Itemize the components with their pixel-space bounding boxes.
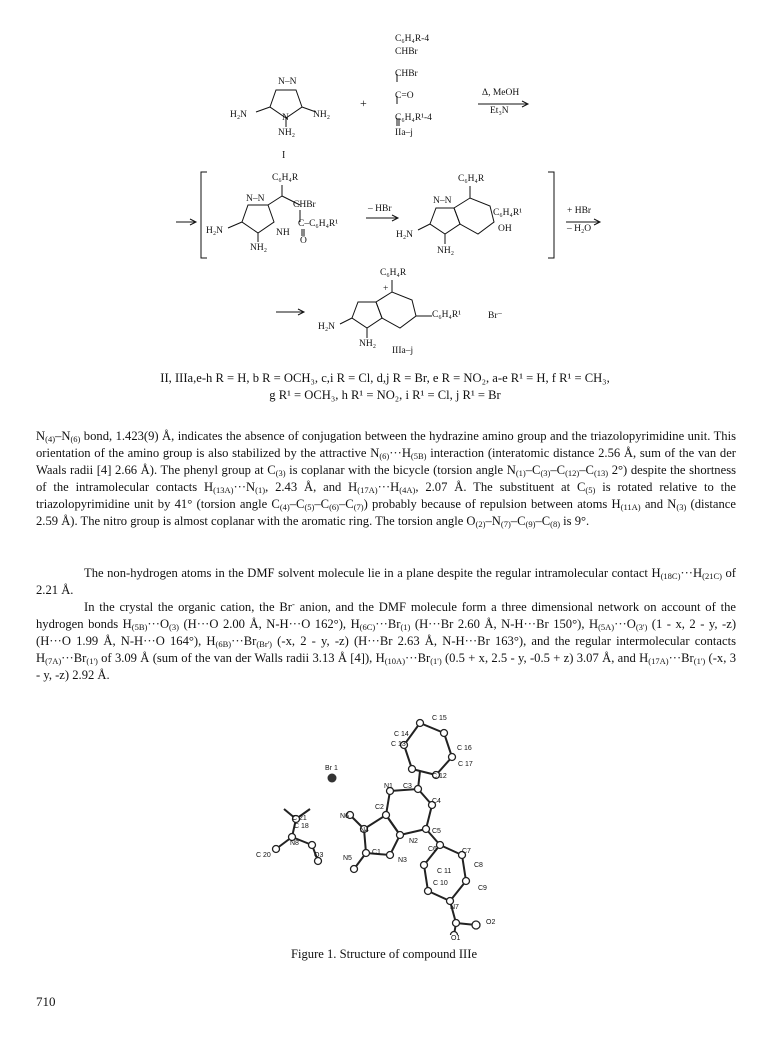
atom-label: N1 xyxy=(384,783,393,790)
cmpd1-label: I xyxy=(282,150,286,161)
atom-label: O1 xyxy=(451,935,461,942)
atom-label: O2 xyxy=(486,919,496,926)
reagent-label: IIa–j xyxy=(395,128,413,138)
atom-label: C8 xyxy=(474,862,483,869)
figure-caption: Figure 1. Structure of compound IIIe xyxy=(290,947,478,961)
atom-label: N6 xyxy=(340,813,349,820)
int1-h2n: H₂N xyxy=(206,226,224,236)
scheme-legend-line-1: II, IIIa,e-h R = H, b R = OCH₃, c,i R = Cl, d,j R = Br, e R = NO₂, a-e R¹ = H, f R¹ = CH₃, xyxy=(160,371,610,385)
atom-label: C 12 xyxy=(432,773,447,780)
atom-label: C 11 xyxy=(437,868,452,875)
atom-label: C3 xyxy=(403,783,412,790)
condition-base: Et₃N xyxy=(490,106,509,116)
int2-nn: N–N xyxy=(433,196,452,206)
prod-bromide: Br⁻ xyxy=(488,311,503,321)
cmpd1-n: N xyxy=(282,113,289,123)
atom-label: N4 xyxy=(360,827,369,834)
minus-hbr: – HBr xyxy=(368,204,392,214)
minus-h2o: – H₂O xyxy=(567,224,592,234)
reagent-aryl: C₆H₄R-4 xyxy=(395,34,430,44)
atom-label: C4 xyxy=(432,798,441,805)
atom-label: N7 xyxy=(450,904,459,911)
atom-label: C 15 xyxy=(432,715,447,722)
cmpd1-nh2-bottom: NH₂ xyxy=(278,128,296,138)
atom-label: N3 xyxy=(398,857,407,864)
atom-label: C6 xyxy=(428,846,437,853)
page-number: 710 xyxy=(36,994,56,1009)
atom-label: N2 xyxy=(409,838,418,845)
int1-oxygen: O xyxy=(300,236,307,246)
int1-nh2: NH₂ xyxy=(250,243,268,253)
reagent-chbr-2: CHBr xyxy=(395,69,418,79)
int2-h2n: H₂N xyxy=(396,230,414,240)
condition-heat-meoh: Δ, MeOH xyxy=(482,88,520,98)
cmpd1-h2n: H₂N xyxy=(230,110,248,120)
atom-label: C 13 xyxy=(391,741,406,748)
atom-label: C9 xyxy=(478,885,487,892)
cmpd1-nh2-right: NH₂ xyxy=(313,110,331,120)
atom-label: C 17 xyxy=(458,761,473,768)
plus-hbr: + HBr xyxy=(567,206,592,216)
prod-label: IIIa–j xyxy=(392,346,414,356)
atom-label: N5 xyxy=(343,855,352,862)
reagent-carbonyl: C=O xyxy=(395,91,414,101)
atom-label: C7 xyxy=(462,848,471,855)
paragraph-3: In the crystal the organic cation, the Br- anion, and the DMF molecule form a three dimensional network on account of the hydrogen bonds $H_{(5B)}\cdot\cdot\cdot O_{(3)}$ (H···O 2.00 Å, N-H···O 162°), $H_{(6C)}\cdot\cdot\cdot Br_{(1)}$ (H···Br 2.60 Å, N-H···Br 150°), $H_{(5A)}\cdot\cdot\cdot O_{(3')}$ (1 - x, 2 - y, -z) (H···O 1.99 Å, N-H···O 164°), $H_{(6B)}\cdot\cdot\cdot Br_{(Br')}$ (-x, 2 - y, -z) (H···Br 2.63 Å, N-H···Br 163°), and the regular intermolecular contacts $H_{(7A)}\cdot\cdot\cdot Br_{(1')}$ of 3.09 Å (sum of the van der Walls radii 3.13 Å [4]), $H_{(10A)}\cdot\cdot\cdot Br_{(1')}$ (0.5 + x, 2.5 - y, -0.5 + z) 3.07 Å, and $H_{(17A)}\cdot\cdot\cdot Br_{(1')}$ (-x, 3 - y, -z) 2.92 Å. xyxy=(36,599,737,682)
atom-label: O3 xyxy=(314,852,324,859)
atom-label: C 16 xyxy=(457,745,472,752)
atom-label: C 20 xyxy=(256,852,271,859)
prod-nh2: NH₂ xyxy=(359,339,377,349)
plus-sign: + xyxy=(360,96,367,110)
paragraph-2: The non-hydrogen atoms in the DMF solvent molecule lie in a plane despite the regular intramolecular contact $H_{(18C)}\cdot\cdot\cdot H_{(21C)}$ of 2.21 Å. xyxy=(36,566,736,597)
cmpd1-nn: N–N xyxy=(278,77,297,87)
scheme-legend-line-2: g R¹ = OCH₃, h R¹ = NO₂, i R¹ = Cl, j R¹ = Br xyxy=(269,388,501,402)
int2-nh2: NH₂ xyxy=(437,246,455,256)
reagent-aryl-2: C₆H₄R¹-4 xyxy=(395,113,432,123)
prod-plus: + xyxy=(383,284,389,294)
prod-h2n: H₂N xyxy=(318,322,336,332)
int1-aryl: C₆H₄R xyxy=(272,173,299,183)
int2-aryl: C₆H₄R xyxy=(458,174,485,184)
int1-nn: N–N xyxy=(246,194,265,204)
atom-label: C1 xyxy=(372,849,381,856)
reagent-chbr-1: CHBr xyxy=(395,47,418,57)
atom-label: C 14 xyxy=(394,731,409,738)
int1-nh: NH xyxy=(276,228,290,238)
reagent-chain xyxy=(395,34,432,139)
atom-label: Br 1 xyxy=(325,765,338,772)
int1-chbr: CHBr xyxy=(293,200,316,210)
crystal-structure-figure xyxy=(240,705,540,935)
int1-ketone: C–C₆H₄R¹ xyxy=(298,219,339,229)
int2-oh: OH xyxy=(498,224,512,234)
atom-label: C2 xyxy=(375,804,384,811)
atom-label: C 21 xyxy=(292,815,307,822)
paragraph-1: $N_{(4)}-N_{(6)}$ bond, 1.423(9) Å, indicates the absence of conjugation between the hydrazine amino group and the triazolopyrimidine unit. This orientation of the amino group is also stabilized by the attractive $N_{(6)}\cdot\cdot\cdot H_{(5B)}$ interaction (interatomic distance 2.56 Å, sum of the van der Waals radii [4] 2.66 Å). The phenyl group at $C_{(3)}$ is coplanar with the bicycle (torsion angle $N_{(1)}-C_{(3)}-C_{(12)}-C_{(13)}$ 2°) despite the shortness of the intramolecular contacts $H_{(13A)}\cdot\cdot\cdot N_{(1)}$, 2.43 Å, and $H_{(17A)}\cdot\cdot\cdot H_{(4A)}$, 2.07 Å. The substituent at $C_{(5)}$ is rotated relative to the triazolopyrimidine unit by 41° (torsion angle $C_{(4)}-C_{(5)}-C_{(6)}-C_{(7)}$) probably because of repulsion between atoms $H_{(11A)}$ and $N_{(3)}$ (distance 2.59 Å). The nitro group is almost coplanar with the aromatic ring. The torsion angle $O_{(2)}-N_{(7)}-C_{(9)}-C_{(8)}$ is 9°. xyxy=(36,429,737,529)
prod-aryl: C₆H₄R xyxy=(380,268,407,278)
atom-label: C5 xyxy=(432,828,441,835)
atom-label: C 10 xyxy=(433,880,448,887)
atom-label: C 18 xyxy=(294,823,309,830)
atom-label: N8 xyxy=(290,840,299,847)
prod-aryl-2: C₆H₄R¹ xyxy=(432,310,462,320)
int2-aryl-2: C₆H₄R¹ xyxy=(493,208,523,218)
